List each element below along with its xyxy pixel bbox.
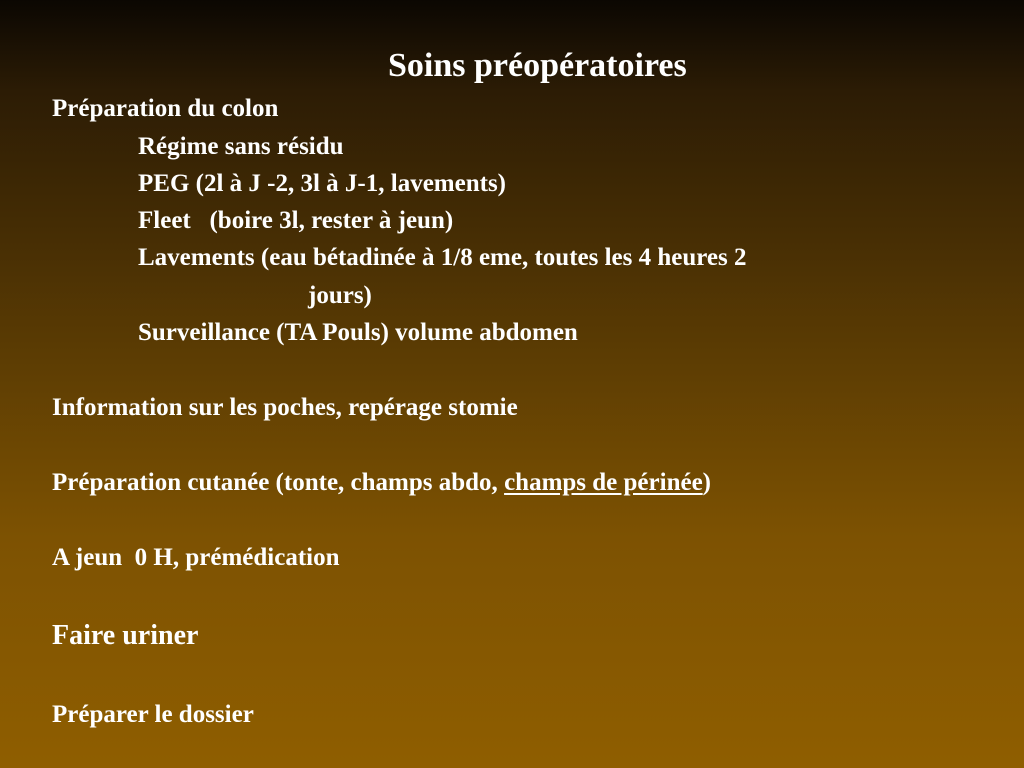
colon-item-lavements-cont: jours) — [308, 282, 372, 309]
preparation-cutanee-prefix: Préparation cutanée (tonte, champs abdo, — [52, 469, 505, 496]
preparation-cutanee-suffix: ) — [702, 469, 711, 496]
colon-heading: Préparation du colon — [52, 95, 279, 122]
colon-item-peg: PEG (2l à J -2, 3l à J-1, lavements) — [138, 170, 507, 197]
info-poches: Information sur les poches, repérage stomie — [52, 394, 518, 421]
a-jeun: A jeun 0 H, prémédication — [52, 544, 340, 571]
colon-item-fleet: Fleet (boire 3l, rester à jeun) — [138, 207, 454, 234]
colon-item-regime: Régime sans résidu — [138, 133, 344, 160]
preparation-cutanee — [52, 468, 711, 498]
champs-perinee-link[interactable]: champs de périnée — [504, 469, 703, 496]
preparer-dossier: Préparer le dossier — [52, 701, 254, 728]
colon-item-surveillance: Surveillance (TA Pouls) volume abdomen — [138, 319, 578, 346]
slide-title: Soins préopératoires — [388, 47, 687, 84]
colon-item-lavements: Lavements (eau bétadinée à 1/8 eme, toutes les 4 heures 2 — [138, 244, 747, 271]
faire-uriner: Faire uriner — [52, 620, 199, 651]
